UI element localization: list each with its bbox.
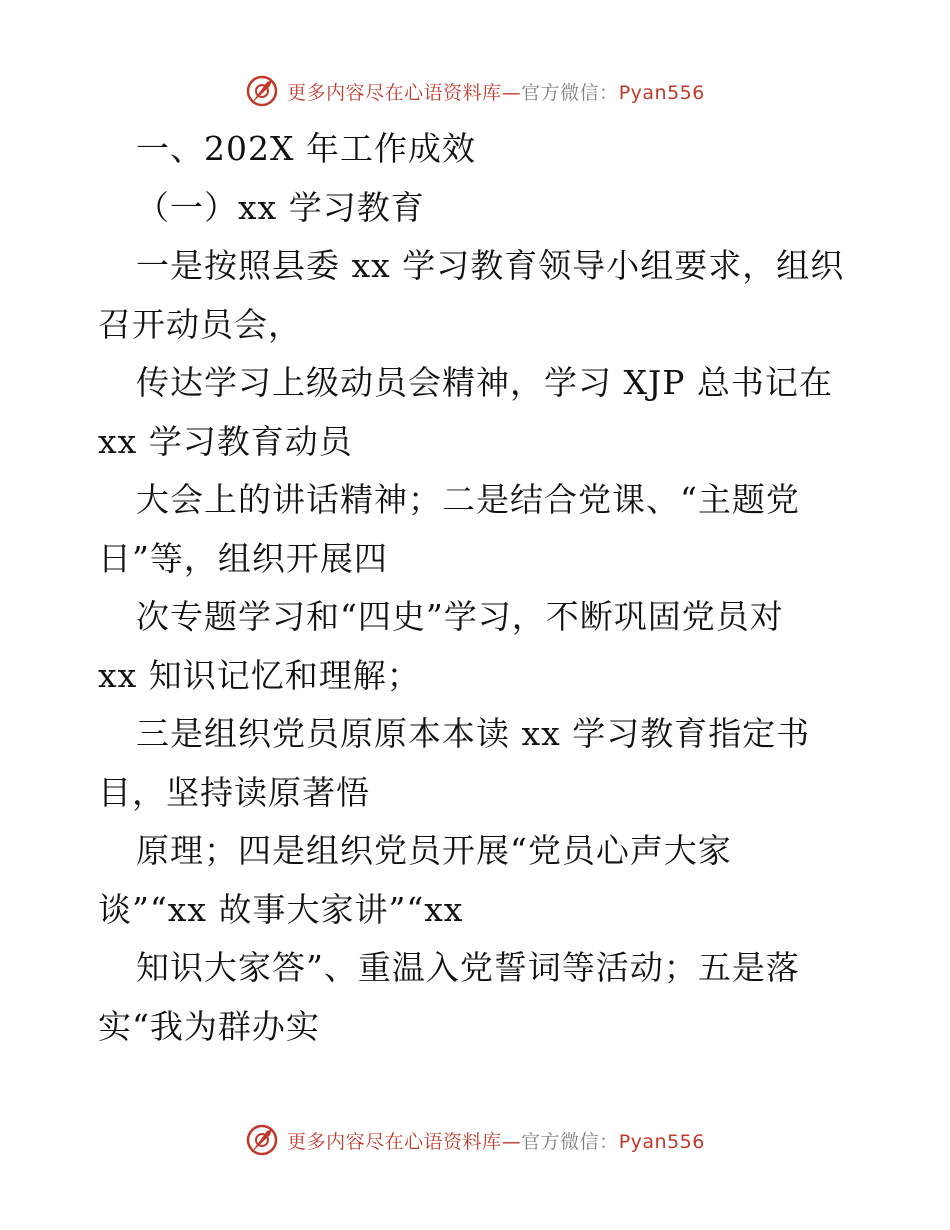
doc-line-13: 原理；四是组织党员开展“党员心声大家: [136, 831, 732, 870]
doc-line-8: 日”等，组织开展四: [98, 538, 388, 578]
watermark-dash: —: [501, 81, 522, 104]
doc-line-12: 目，坚持读原著悟: [98, 772, 370, 812]
footer-watermark: [0, 1120, 950, 1160]
quill-logo-icon: [245, 74, 279, 108]
doc-line-11: 三是组织党员原原本本读 xx 学习教育指定书: [136, 714, 811, 753]
watermark-text: [287, 78, 705, 105]
doc-line-4: 召开动员会，: [98, 304, 302, 344]
watermark-brand: Pyan556: [618, 1130, 705, 1153]
quill-logo-icon: [245, 1123, 279, 1157]
watermark-text: [287, 1127, 705, 1154]
watermark-red-text: 更多内容尽在心语资料库: [287, 1130, 502, 1153]
doc-line-2: （一）xx 学习教育: [136, 187, 425, 227]
doc-line-15: 知识大家答”、重温入党誓词等活动；五是落: [136, 948, 800, 987]
watermark-gray-text: 官方微信：: [521, 1130, 619, 1153]
header-watermark: [0, 71, 950, 111]
doc-line-9: 次专题学习和“四史”学习，不断巩固党员对: [136, 597, 784, 636]
doc-line-7: 大会上的讲话精神；二是结合党课、“主题党: [136, 480, 800, 519]
doc-line-16: 实“我为群办实: [98, 1006, 320, 1046]
doc-line-14: 谈”“xx 故事大家讲”“xx: [98, 889, 464, 929]
doc-line-6: xx 学习教育动员: [98, 421, 353, 461]
watermark-dash: —: [501, 1130, 522, 1153]
watermark-brand: Pyan556: [618, 81, 705, 104]
document-body: [98, 120, 858, 1056]
watermark-red-text: 更多内容尽在心语资料库: [287, 81, 502, 104]
doc-line-5: 传达学习上级动员会精神，学习 XJP 总书记在: [136, 363, 833, 402]
watermark-gray-text: 官方微信：: [521, 81, 619, 104]
doc-line-1: 一、202X 年工作成效: [136, 129, 476, 168]
doc-line-3: 一是按照县委 xx 学习教育领导小组要求，组织: [136, 246, 845, 285]
doc-line-10: xx 知识记忆和理解；: [98, 655, 421, 695]
